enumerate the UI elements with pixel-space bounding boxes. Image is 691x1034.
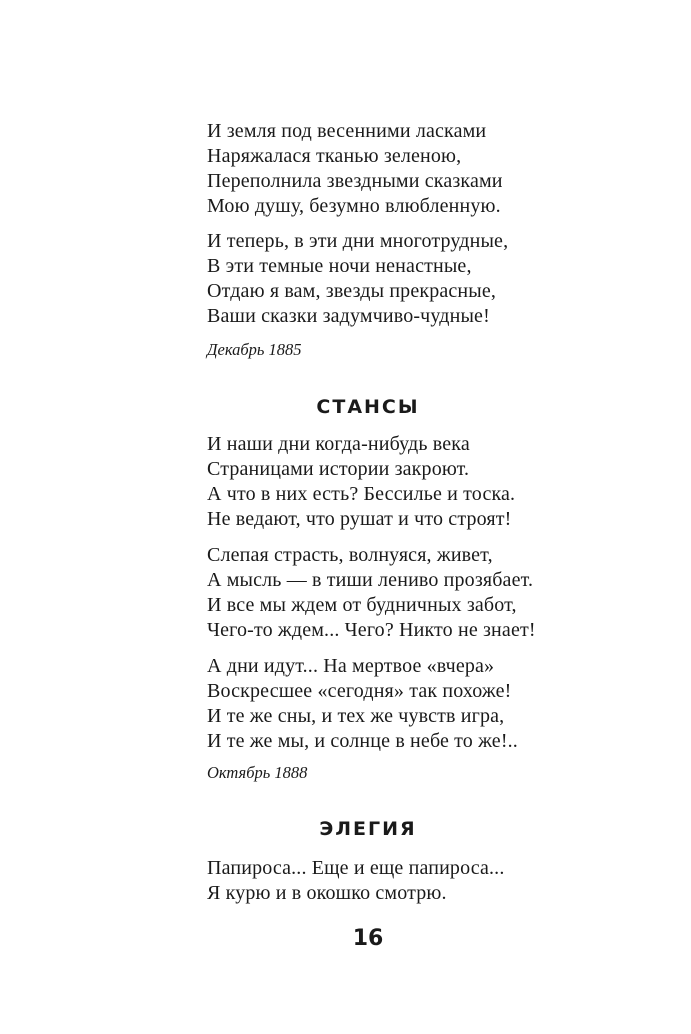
- poem-line: Отдаю я вам, звезды прекрасные,: [207, 280, 497, 302]
- poem-line: Я курю и в окошко смотрю.: [207, 882, 447, 904]
- poem-line: Мою душу, безумно влюбленную.: [207, 195, 501, 217]
- poem-line: Воскресшее «сегодня» так похоже!: [207, 680, 512, 702]
- poem-line: Чего-то ждем... Чего? Никто не знает!: [207, 619, 536, 641]
- poem-date: Декабрь 1885: [207, 340, 302, 359]
- poem-line: Не ведают, что рушат и что строят!: [207, 508, 512, 530]
- poem-line: И те же мы, и солнце в небе то же!..: [207, 730, 518, 752]
- poem-line: И земля под весенними ласками: [207, 120, 487, 142]
- poem-line: И теперь, в эти дни многотрудные,: [207, 230, 509, 252]
- poem-line: И те же сны, и тех же чувств игра,: [207, 705, 505, 727]
- page-number: 16: [352, 926, 384, 951]
- poem-line: В эти темные ночи ненастные,: [207, 255, 472, 277]
- poem-date: Октябрь 1888: [207, 763, 308, 782]
- poem-line: Слепая страсть, волнуяся, живет,: [207, 544, 493, 566]
- poem-line: И наши дни когда-нибудь века: [207, 433, 470, 455]
- poem-line: А что в них есть? Бессилье и тоска.: [207, 483, 516, 505]
- poem-title: ЭЛЕГИЯ: [319, 818, 417, 840]
- poem-line: И все мы ждем от будничных забот,: [207, 594, 517, 616]
- poem-line: Страницами истории закроют.: [207, 458, 470, 480]
- poem-line: Ваши сказки задумчиво-чудные!: [207, 305, 490, 327]
- poem-title: СТАНСЫ: [316, 396, 420, 418]
- poem-line: Наряжалася тканью зеленою,: [207, 145, 462, 167]
- poem-line: А мысль — в тиши лениво прозябает.: [207, 569, 534, 591]
- poem-line: Папироса... Еще и еще папироса...: [207, 857, 505, 879]
- poem-line: А дни идут... На мертвое «вчера»: [207, 655, 495, 677]
- poem-line: Переполнила звездными сказками: [207, 170, 503, 192]
